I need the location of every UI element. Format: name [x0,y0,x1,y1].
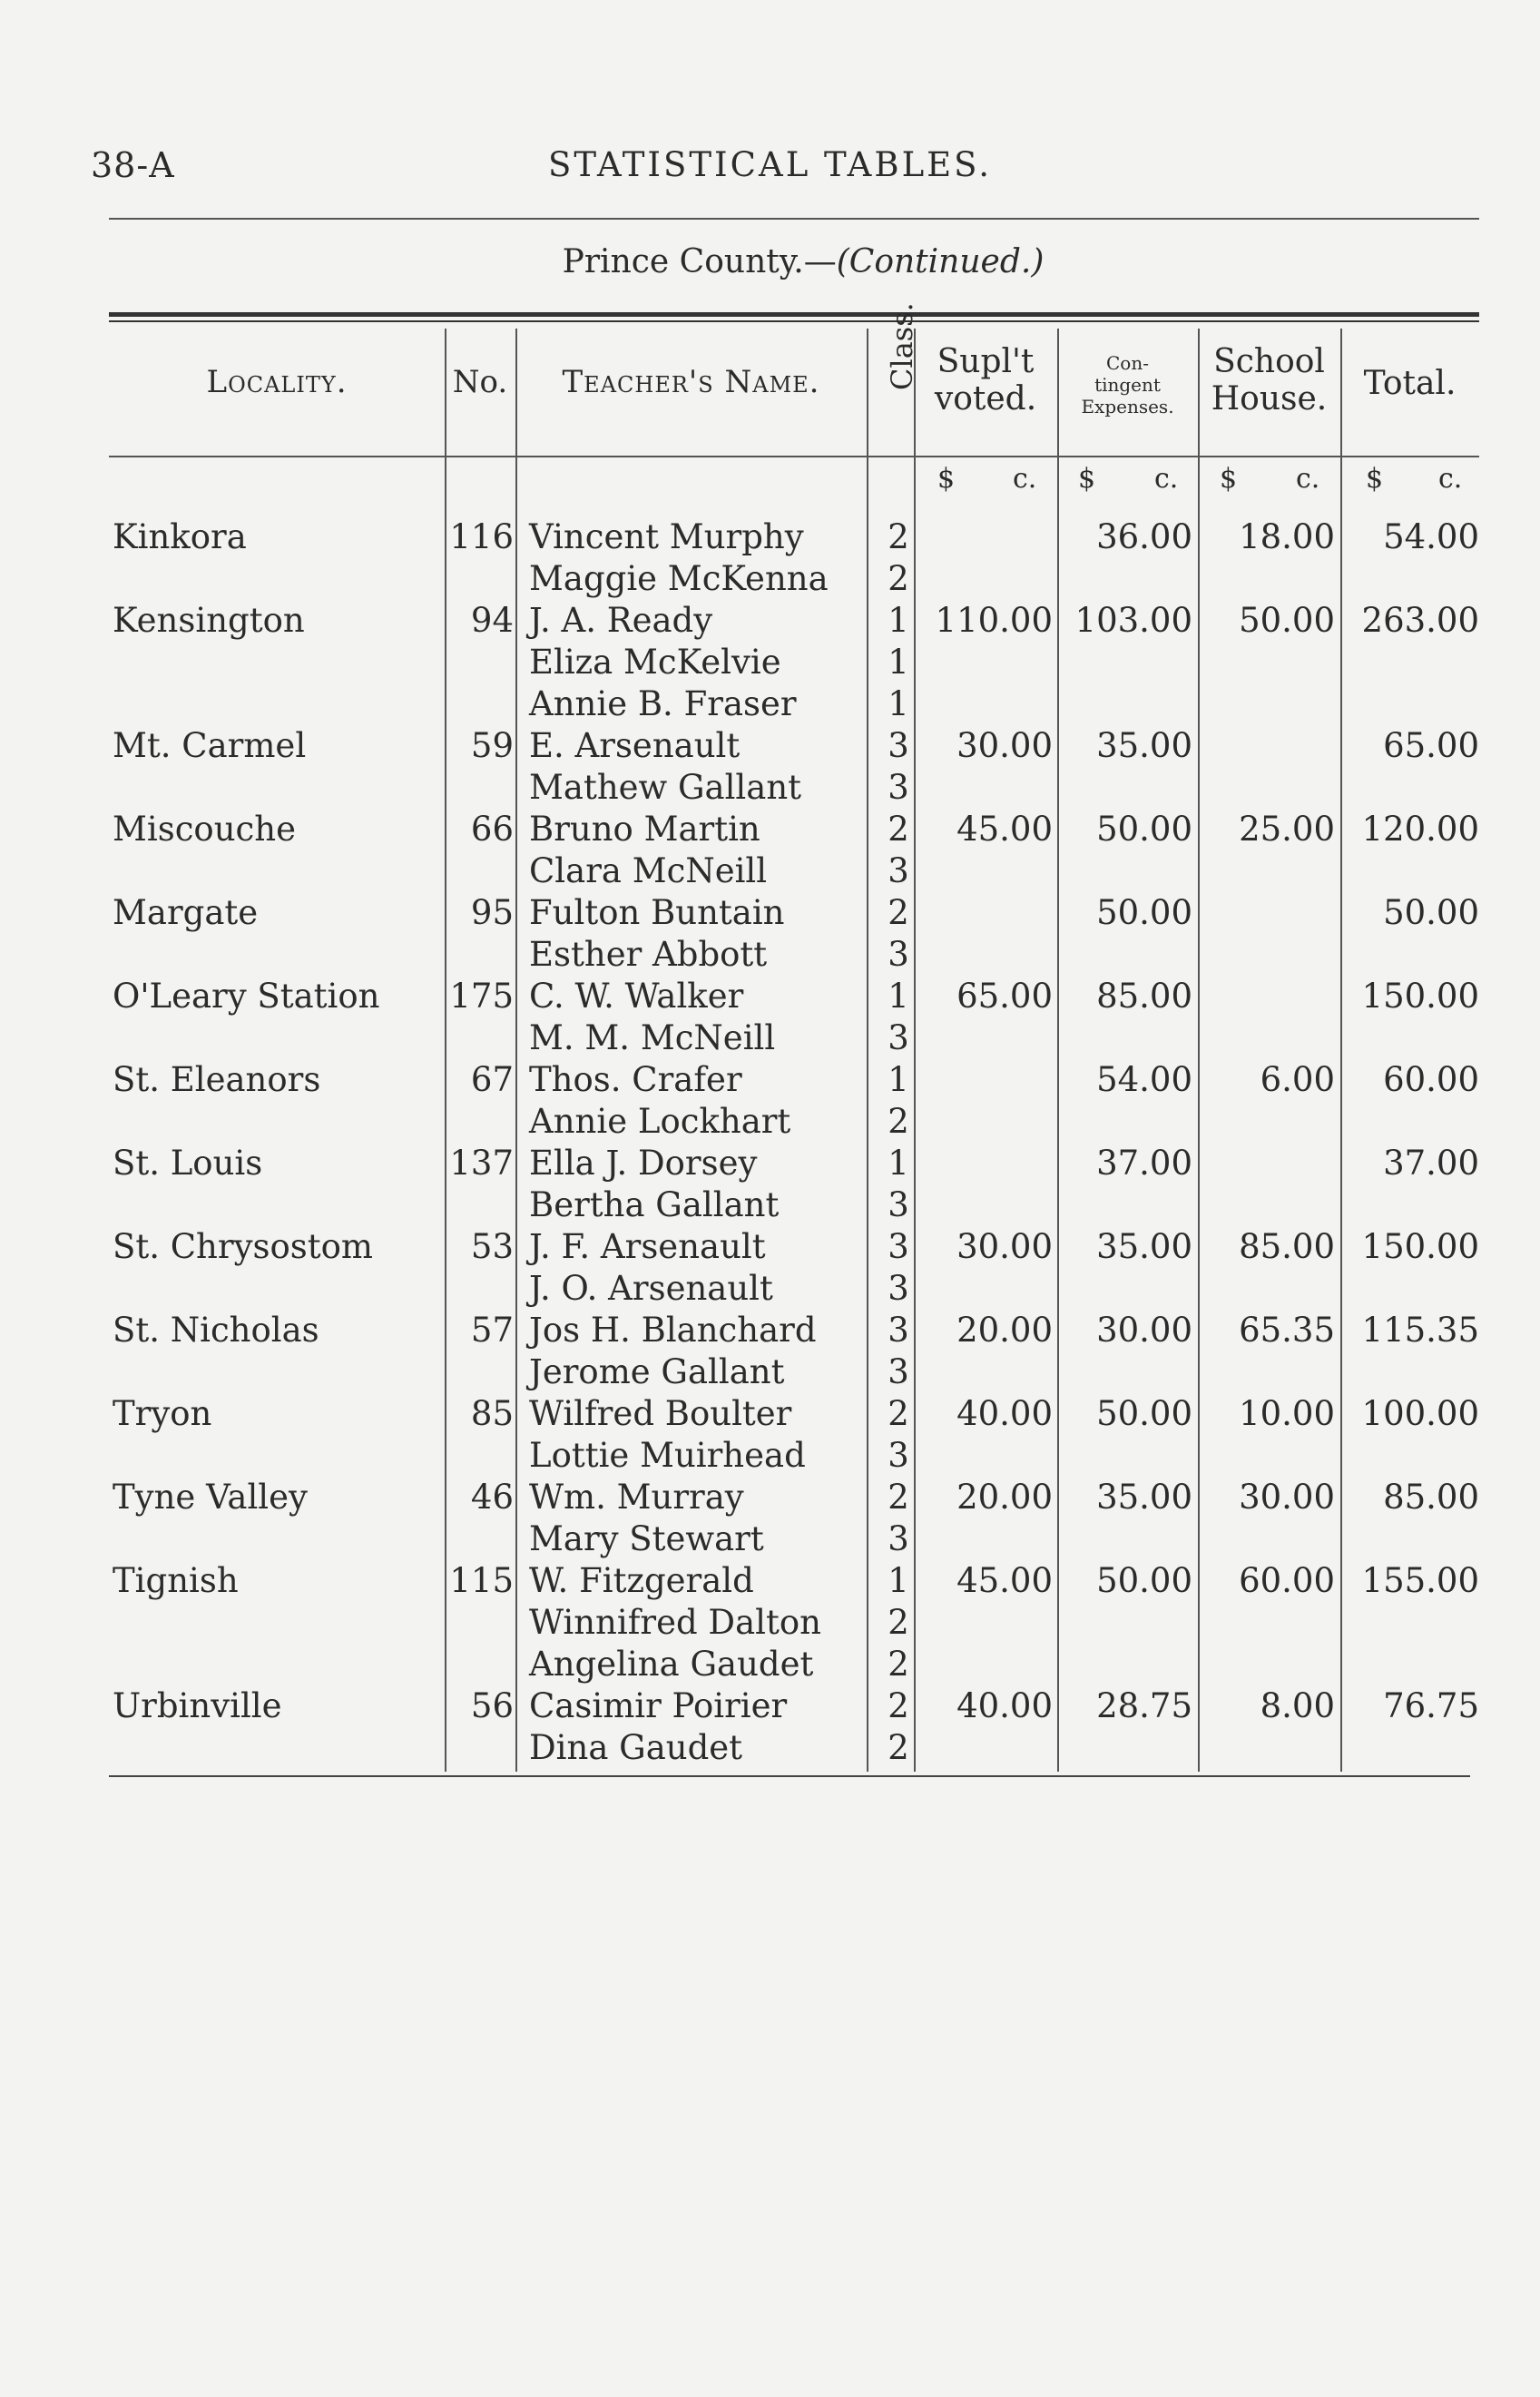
total-cell: 150.00 [1361,977,1479,1016]
class-cell: 2 [888,893,909,932]
table-row [0,893,1540,935]
unit-cont-cents: c. [1154,463,1179,495]
suppl-voted-cell: 40.00 [956,1686,1053,1725]
total-cell: 60.00 [1383,1060,1479,1099]
locality-cell: St. Eleanors [113,1060,321,1099]
number-cell: 59 [470,726,514,765]
locality-cell: Mt. Carmel [113,726,307,765]
class-cell: 1 [888,643,909,682]
class-cell: 1 [888,601,909,640]
teacher-name-cell: Eliza McKelvie [529,643,781,682]
locality-cell: Urbinville [113,1686,282,1725]
total-cell: 155.00 [1361,1561,1479,1600]
table-row [0,684,1540,726]
locality-cell: St. Chrysostom [113,1227,373,1266]
teacher-name-cell: Wm. Murray [529,1478,744,1517]
class-cell: 1 [888,1561,909,1600]
header-school-line1: School [1213,343,1325,380]
teacher-name-cell: M. M. McNeill [529,1018,776,1057]
class-cell: 1 [888,1060,909,1099]
number-cell: 56 [470,1686,514,1725]
class-cell: 1 [888,684,909,723]
unit-suppl-dollar: $ [937,463,956,495]
header-cont-line2: tingent [1094,374,1161,396]
table-row [0,559,1540,601]
table-row [0,1728,1540,1770]
header-suppl-line1: Supl't [937,343,1035,380]
unit-suppl-cents: c. [1013,463,1037,495]
table-row [0,1436,1540,1478]
table-row [0,1561,1540,1603]
table-subtitle [0,243,1540,280]
teacher-name-cell: Maggie McKenna [529,559,829,598]
total-cell: 120.00 [1361,810,1479,849]
number-cell: 95 [470,893,514,932]
header-contingent [1057,352,1198,418]
total-cell: 150.00 [1361,1227,1479,1266]
table-row [0,1645,1540,1686]
teacher-name-cell: E. Arsenault [529,726,741,765]
class-cell: 2 [888,1686,909,1725]
teacher-name-cell: Casimir Poirier [529,1686,788,1725]
table-row [0,1018,1540,1060]
table-row [0,935,1540,977]
class-cell: 2 [888,1478,909,1517]
number-cell: 46 [470,1478,514,1517]
class-cell: 3 [888,768,909,807]
class-cell: 3 [888,1352,909,1391]
teacher-name-cell: Bruno Martin [529,810,760,849]
class-cell: 2 [888,1728,909,1767]
unit-school-dollar: $ [1220,463,1238,495]
locality-cell: Miscouche [113,810,296,849]
contingent-cell: 35.00 [1096,1227,1192,1266]
table-row [0,1352,1540,1394]
teacher-name-cell: Lottie Muirhead [529,1436,806,1475]
teacher-name-cell: Fulton Buntain [529,893,785,932]
contingent-cell: 85.00 [1096,977,1192,1016]
table-row [0,601,1540,643]
teacher-name-cell: J. F. Arsenault [529,1227,766,1266]
total-cell: 37.00 [1383,1144,1479,1183]
table-top-rule-thick [109,312,1479,317]
total-cell: 65.00 [1383,726,1479,765]
number-cell: 67 [470,1060,514,1099]
header-bottom-rule [109,456,1479,457]
total-cell: 115.35 [1361,1311,1479,1350]
number-cell: 57 [470,1311,514,1350]
locality-cell: St. Nicholas [113,1311,319,1350]
table-row [0,1269,1540,1311]
class-cell: 3 [888,1519,909,1558]
class-cell: 3 [888,1185,909,1224]
class-cell: 2 [888,559,909,598]
class-cell: 3 [888,851,909,890]
table-row [0,1144,1540,1185]
table-row [0,1478,1540,1519]
total-cell: 50.00 [1383,893,1479,932]
locality-cell: Tignish [113,1561,239,1600]
suppl-voted-cell: 65.00 [956,977,1053,1016]
contingent-cell: 50.00 [1096,1561,1192,1600]
contingent-cell: 103.00 [1074,601,1192,640]
header-suppl-line2: voted. [934,380,1037,418]
locality-cell: O'Leary Station [113,977,380,1016]
teacher-name-cell: Mathew Gallant [529,768,802,807]
contingent-cell: 35.00 [1096,726,1192,765]
total-cell: 100.00 [1361,1394,1479,1433]
contingent-cell: 54.00 [1096,1060,1192,1099]
header-total: Total. [1363,365,1457,402]
number-cell: 94 [470,601,514,640]
table-row [0,517,1540,559]
class-cell: 2 [888,810,909,849]
header-no: No. [452,364,508,400]
class-cell: 1 [888,977,909,1016]
table-row [0,851,1540,893]
unit-total-cents: c. [1438,463,1463,495]
school-house-cell: 25.00 [1239,810,1335,849]
contingent-cell: 50.00 [1096,1394,1192,1433]
table-row [0,810,1540,851]
total-cell: 54.00 [1383,517,1479,556]
contingent-cell: 35.00 [1096,1478,1192,1517]
school-house-cell: 30.00 [1239,1478,1335,1517]
table-bottom-rule [109,1775,1470,1777]
school-house-cell: 85.00 [1239,1227,1335,1266]
header-teacher: Teacher's Name. [562,364,820,400]
class-cell: 3 [888,1311,909,1350]
teacher-name-cell: Clara McNeill [529,851,768,890]
locality-cell: Kinkora [113,517,247,556]
suppl-voted-cell: 110.00 [935,601,1053,640]
teacher-name-cell: Jerome Gallant [529,1352,785,1391]
class-cell: 2 [888,1645,909,1684]
class-cell: 3 [888,1269,909,1308]
teacher-name-cell: Ella J. Dorsey [529,1144,758,1183]
table-row [0,726,1540,768]
contingent-cell: 37.00 [1096,1144,1192,1183]
table-row [0,1227,1540,1269]
school-house-cell: 50.00 [1239,601,1335,640]
unit-cont-dollar: $ [1078,463,1096,495]
table-row [0,1311,1540,1352]
header-rule [109,218,1479,220]
teacher-name-cell: J. A. Ready [529,601,713,640]
school-house-cell: 18.00 [1239,517,1335,556]
header-school [1198,343,1340,418]
number-cell: 53 [470,1227,514,1266]
total-cell: 76.75 [1383,1686,1479,1725]
page-number: 38-A [91,145,175,185]
school-house-cell: 65.35 [1239,1311,1335,1350]
class-cell: 2 [888,1394,909,1433]
teacher-name-cell: Dina Gaudet [529,1728,743,1767]
table-row [0,1102,1540,1144]
teacher-name-cell: Esther Abbott [529,935,768,974]
header-class: Class. [885,302,919,390]
table-row [0,1394,1540,1436]
number-cell: 66 [470,810,514,849]
teacher-name-cell: Angelina Gaudet [529,1645,814,1684]
header-cont-line3: Expenses. [1081,396,1174,418]
teacher-name-cell: Mary Stewart [529,1519,764,1558]
header-suppl [914,343,1057,418]
header-cont-line1: Con- [1106,352,1149,374]
teacher-name-cell: Annie Lockhart [529,1102,791,1141]
suppl-voted-cell: 20.00 [956,1311,1053,1350]
suppl-voted-cell: 40.00 [956,1394,1053,1433]
class-cell: 2 [888,1102,909,1141]
subtitle-continued: (Continued.) [836,243,1045,280]
school-house-cell: 60.00 [1239,1561,1335,1600]
school-house-cell: 6.00 [1260,1060,1335,1099]
school-house-cell: 8.00 [1260,1686,1335,1725]
locality-cell: Kensington [113,601,305,640]
teacher-name-cell: Jos H. Blanchard [529,1311,817,1350]
locality-cell: Tyne Valley [113,1478,308,1517]
table-row [0,977,1540,1018]
school-house-cell: 10.00 [1239,1394,1335,1433]
teacher-name-cell: J. O. Arsenault [529,1269,773,1308]
class-cell: 3 [888,1227,909,1266]
subtitle-text: Prince County.— [562,243,837,280]
table-row [0,1603,1540,1645]
suppl-voted-cell: 20.00 [956,1478,1053,1517]
contingent-cell: 28.75 [1096,1686,1192,1725]
suppl-voted-cell: 45.00 [956,810,1053,849]
number-cell: 175 [449,977,514,1016]
unit-school-cents: c. [1296,463,1320,495]
teacher-name-cell: W. Fitzgerald [529,1561,754,1600]
number-cell: 137 [449,1144,514,1183]
class-cell: 3 [888,1018,909,1057]
teacher-name-cell: Wilfred Boulter [529,1394,792,1433]
suppl-voted-cell: 30.00 [956,726,1053,765]
teacher-name-cell: Vincent Murphy [529,517,804,556]
teacher-name-cell: Thos. Crafer [529,1060,742,1099]
contingent-cell: 36.00 [1096,517,1192,556]
total-cell: 85.00 [1383,1478,1479,1517]
table-row [0,1686,1540,1728]
class-cell: 1 [888,1144,909,1183]
class-cell: 2 [888,517,909,556]
teacher-name-cell: Winnifred Dalton [529,1603,821,1642]
running-head: STATISTICAL TABLES. [548,145,992,184]
table-row [0,1060,1540,1102]
class-cell: 2 [888,1603,909,1642]
table-row [0,768,1540,810]
total-cell: 263.00 [1361,601,1479,640]
table-row [0,1519,1540,1561]
unit-total-dollar: $ [1366,463,1384,495]
table-row [0,643,1540,684]
teacher-name-cell: Annie B. Fraser [529,684,797,723]
suppl-voted-cell: 30.00 [956,1227,1053,1266]
table-row [0,1185,1540,1227]
table-top-rule-thin [109,320,1479,322]
contingent-cell: 50.00 [1096,810,1192,849]
teacher-name-cell: Bertha Gallant [529,1185,780,1224]
class-cell: 3 [888,1436,909,1475]
class-cell: 3 [888,726,909,765]
class-cell: 3 [888,935,909,974]
locality-cell: St. Louis [113,1144,263,1183]
number-cell: 115 [449,1561,514,1600]
number-cell: 85 [470,1394,514,1433]
header-locality: Locality. [206,364,348,400]
contingent-cell: 50.00 [1096,893,1192,932]
header-school-line2: House. [1211,380,1328,418]
suppl-voted-cell: 45.00 [956,1561,1053,1600]
locality-cell: Tryon [113,1394,212,1433]
teacher-name-cell: C. W. Walker [529,977,744,1016]
number-cell: 116 [449,517,514,556]
locality-cell: Margate [113,893,259,932]
contingent-cell: 30.00 [1096,1311,1192,1350]
